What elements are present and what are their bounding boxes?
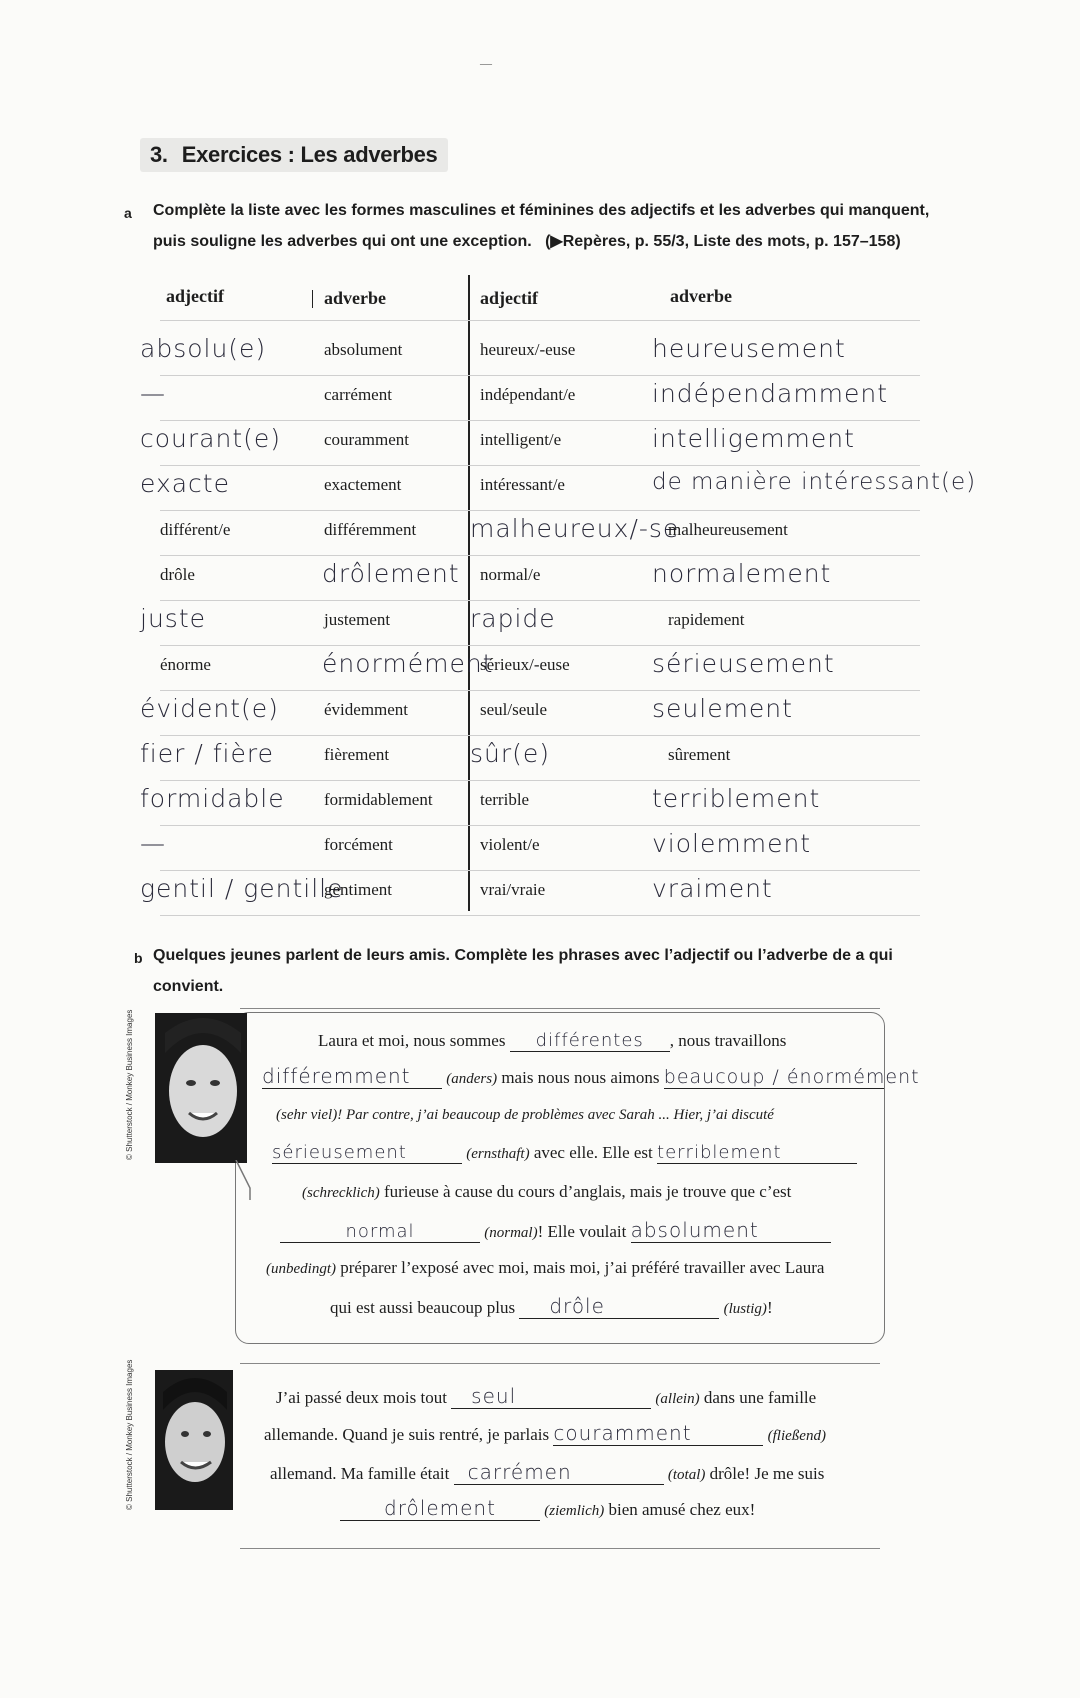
t2-blank-4[interactable]: drôlement: [340, 1496, 540, 1521]
photo-credit-1: © Shutterstock / Monkey Business Images: [125, 1009, 134, 1160]
table-cell-a2: terrible: [480, 790, 530, 809]
speech-tail-1: [222, 1160, 252, 1200]
box2-top-rule: [240, 1363, 880, 1364]
t2-line4: drôlement (ziemlich) bien amusé chez eux!: [340, 1496, 755, 1521]
table-cell-b2[interactable]: terriblement: [652, 784, 821, 813]
task-b-instructions: [153, 940, 1013, 1002]
t1-line8: qui est aussi beaucoup plus drôle (lustig)!: [330, 1294, 773, 1318]
task-a-line1: Complète la liste avec les formes masculines et féminines des adjectifs et les adverbes qui manquent,: [153, 202, 930, 219]
table-cell-b1: formidablement: [324, 790, 433, 809]
t2-blank-1[interactable]: seul: [451, 1384, 651, 1409]
section-number: 3.: [150, 142, 168, 167]
task-a-letter: a: [124, 205, 132, 221]
table-cell-a1: énorme: [160, 655, 211, 674]
table-row-rule: [160, 690, 920, 691]
table-row-rule: [160, 420, 920, 421]
t1-blank-3[interactable]: beaucoup / énormément: [663, 1066, 920, 1088]
photo-boy: [155, 1370, 233, 1510]
table-cell-a2: sérieux/-euse: [480, 655, 570, 674]
t2-blank-3[interactable]: carrémen: [454, 1460, 664, 1485]
table-cell-b1[interactable]: énormément: [322, 649, 494, 678]
table-cell-b1: forcément: [324, 835, 393, 854]
table-row-rule: [160, 825, 920, 826]
page-mark: —: [480, 56, 492, 70]
table-cell-a2[interactable]: rapide: [470, 604, 556, 633]
table-row-rule: [160, 465, 920, 466]
table-cell-b2[interactable]: intelligemment: [652, 424, 855, 453]
table-cell-a1[interactable]: gentil / gentille: [140, 874, 344, 903]
t1-blank-6[interactable]: normal: [280, 1221, 480, 1243]
table-cell-a2: seul/seule: [480, 700, 548, 719]
table-cell-a1: drôle: [160, 565, 195, 584]
task-a-instructions: [153, 195, 1033, 257]
task-b-letter: b: [134, 950, 143, 966]
header-adjectif-2: adjectif: [480, 288, 538, 308]
table-cell-a1: différent/e: [160, 520, 231, 539]
t1-line4: sérieusement (ernsthaft) avec elle. Elle est terriblement: [272, 1142, 857, 1164]
table-cell-a2: violent/e: [480, 835, 540, 854]
section-title: [140, 138, 448, 172]
table-cell-a1[interactable]: exacte: [140, 469, 230, 498]
table-cell-a1[interactable]: —: [140, 379, 166, 408]
table-cell-a1[interactable]: absolu(e): [140, 334, 267, 363]
table-cell-a1[interactable]: fier / fière: [140, 739, 274, 768]
table-divider-1: [312, 290, 313, 308]
t1-line6: normal (normal)! Elle voulait absolument: [280, 1218, 831, 1243]
table-cell-b2: sûrement: [668, 745, 731, 764]
t2-line3: allemand. Ma famille était carrémen (total) drôle! Je me suis: [270, 1460, 825, 1484]
t1-line1: Laura et moi, nous sommes différentes , nous travaillons: [318, 1030, 787, 1051]
table-cell-a1[interactable]: formidable: [140, 784, 285, 813]
table-cell-a1[interactable]: juste: [140, 604, 206, 633]
table-cell-b2[interactable]: normalement: [652, 559, 832, 588]
table-cell-a2: intéressant/e: [480, 475, 565, 494]
table-cell-b2[interactable]: violemment: [652, 829, 812, 858]
table-cell-b2[interactable]: sérieusement: [652, 649, 835, 678]
photo-credit-2: © Shutterstock / Monkey Business Images: [125, 1359, 134, 1510]
table-cell-a2[interactable]: sûr(e): [470, 739, 551, 768]
table-cell-b1: exactement: [324, 475, 402, 494]
table-row-rule: [160, 735, 920, 736]
task-b-line1: Quelques jeunes parlent de leurs amis. Complète les phrases avec l’adjectif ou l’adverbe de a qui: [153, 947, 893, 964]
box2-bottom-rule: [240, 1548, 880, 1549]
t1-blank-2[interactable]: différemment: [262, 1064, 442, 1089]
t1-blank-5[interactable]: terriblement: [657, 1142, 857, 1164]
table-row-rule: [160, 510, 920, 511]
t1-line3: (sehr viel)! Par contre, j’ai beaucoup de problèmes avec Sarah ... Hier, j’ai discuté: [276, 1107, 774, 1123]
table-row-rule: [160, 600, 920, 601]
table-cell-b2[interactable]: heureusement: [652, 334, 846, 363]
table-cell-a1[interactable]: évident(e): [140, 694, 279, 723]
t2-line2: allemande. Quand je suis rentré, je parlais couramment (fließend): [264, 1421, 826, 1445]
table-cell-b2[interactable]: de manière intéressant(e): [652, 469, 977, 495]
box1-top-rule: [240, 1008, 880, 1009]
task-a-reference: (▶Repères, p. 55/3, Liste des mots, p. 157–158): [545, 233, 901, 250]
t1-line2: différemment (anders) mais nous nous aimons beaucoup / énormément: [262, 1064, 920, 1088]
table-cell-b1: carrément: [324, 385, 392, 404]
table-divider-center: [468, 275, 470, 911]
section-heading: Exercices : Les adverbes: [181, 142, 438, 167]
table-cell-b2[interactable]: indépendamment: [652, 379, 889, 408]
table-cell-b1: absolument: [324, 340, 403, 359]
photo-girl: [155, 1013, 247, 1163]
table-header-rule: [160, 320, 920, 321]
header-adverbe-2: adverbe: [670, 286, 732, 306]
table-cell-a1[interactable]: courant(e): [140, 424, 282, 453]
t1-blank-8[interactable]: drôle: [519, 1294, 719, 1319]
table-cell-a1[interactable]: —: [140, 829, 166, 858]
table-cell-a2: indépendant/e: [480, 385, 576, 404]
table-cell-a2: heureux/-euse: [480, 340, 576, 359]
table-row-rule: [160, 555, 920, 556]
table-cell-a2: normal/e: [480, 565, 541, 584]
t1-blank-1[interactable]: différentes: [510, 1030, 670, 1052]
table-cell-a2[interactable]: malheureux/-se: [470, 514, 680, 543]
t2-blank-2[interactable]: couramment: [553, 1421, 763, 1446]
t1-blank-4[interactable]: sérieusement: [272, 1142, 462, 1164]
table-row-rule: [160, 645, 920, 646]
girl-portrait-image: [155, 1013, 247, 1163]
table-cell-b2: rapidement: [668, 610, 745, 629]
table-cell-b1: justement: [324, 610, 391, 629]
table-row-rule: [160, 780, 920, 781]
t2-line1: J’ai passé deux mois tout seul (allein) dans une famille: [276, 1384, 817, 1408]
t1-line5: (schrecklich) furieuse à cause du cours d’anglais, mais je trouve que c’est: [302, 1182, 792, 1201]
table-cell-b2[interactable]: seulement: [652, 694, 793, 723]
table-row-rule: [160, 375, 920, 376]
table-row-rule: [160, 870, 920, 871]
task-b-line2: convient.: [153, 978, 224, 995]
t1-line7: (unbedingt) préparer l’exposé avec moi, mais moi, j’ai préféré travailler avec Laura: [266, 1258, 825, 1277]
task-a-line2: puis souligne les adverbes qui ont une exception. (▶Repères, p. 55/3, Liste des mots, p. 157–158): [153, 233, 901, 250]
table-cell-b1: gentiment: [324, 880, 392, 899]
table-cell-b1: différemment: [324, 520, 417, 539]
table-cell-b2[interactable]: vraiment: [652, 874, 773, 903]
boy-portrait-image: [155, 1370, 233, 1510]
table-cell-b1: évidemment: [324, 700, 409, 719]
header-adjectif-1: adjectif: [166, 286, 224, 306]
table-cell-b2: malheureusement: [668, 520, 788, 539]
table-cell-b1[interactable]: drôlement: [322, 559, 460, 588]
table-cell-b1: couramment: [324, 430, 409, 449]
table-row-rule: [160, 915, 920, 916]
t1-blank-7[interactable]: absolument: [631, 1218, 831, 1243]
header-adverbe-1: adverbe: [324, 288, 386, 308]
table-cell-a2: vrai/vraie: [480, 880, 546, 899]
table-cell-b1: fièrement: [324, 745, 390, 764]
table-cell-a2: intelligent/e: [480, 430, 562, 449]
